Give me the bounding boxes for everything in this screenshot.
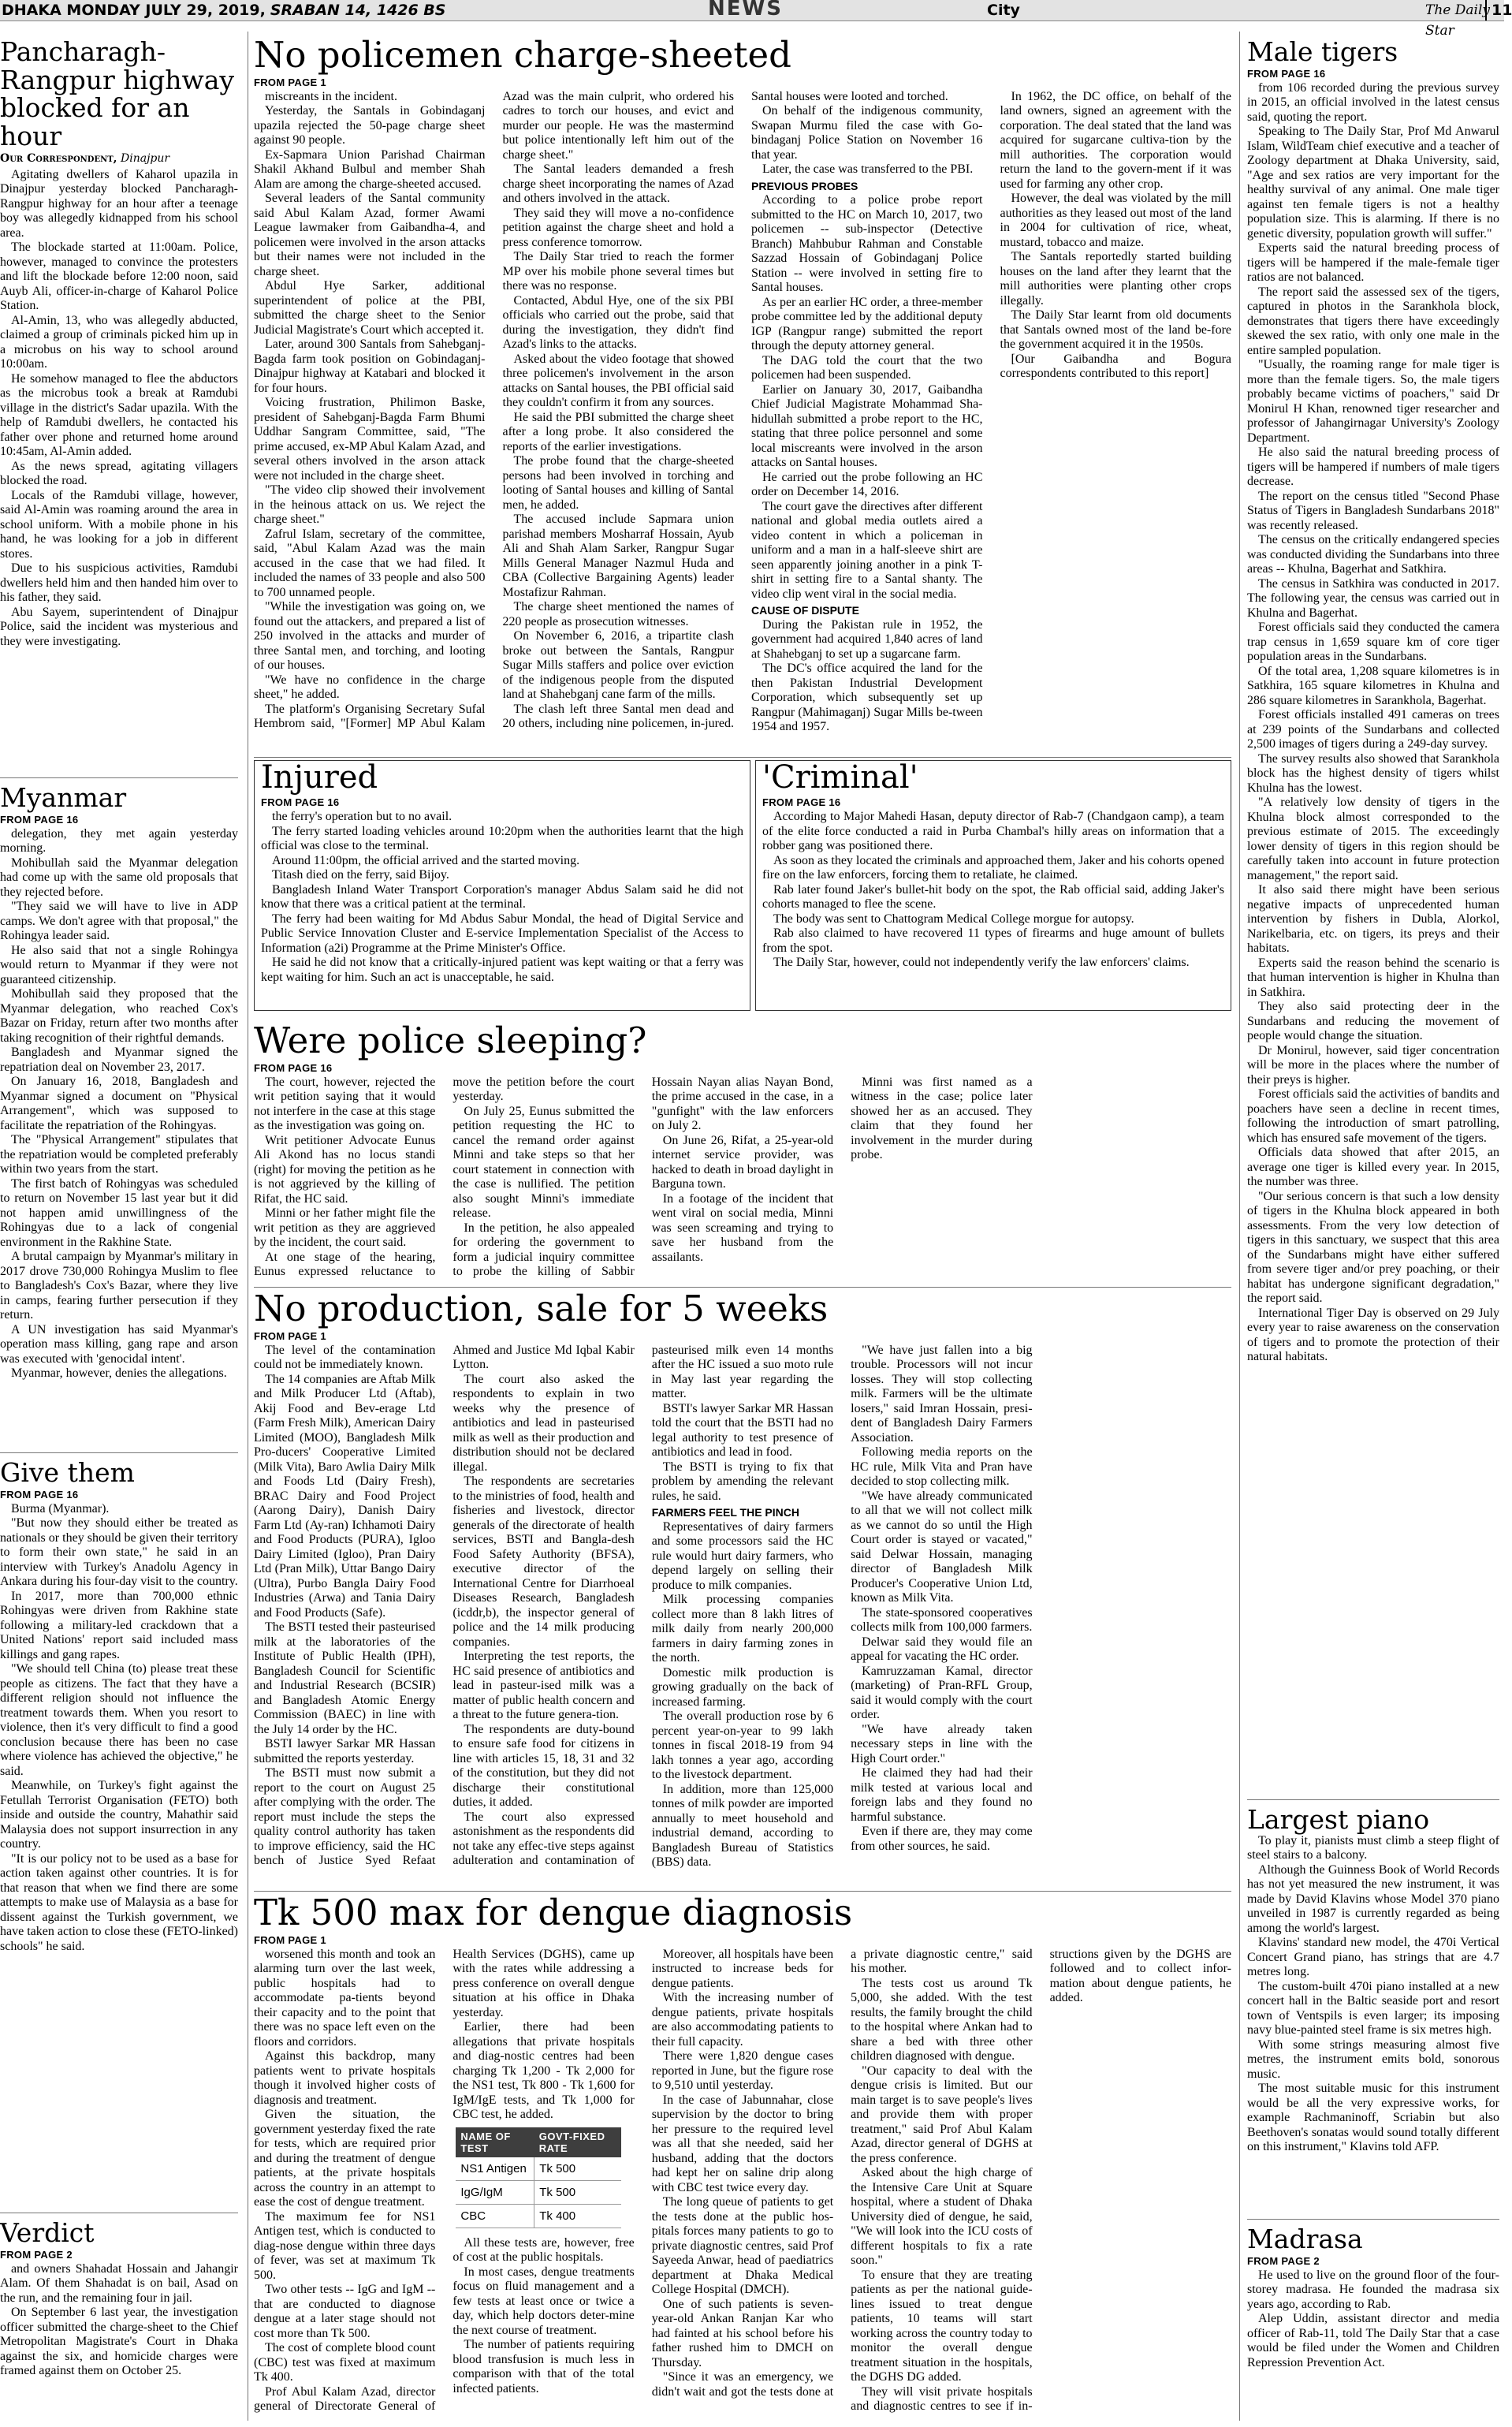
story-paragraph: With the increasing number of dengue patients, private hospitals are also accommodating patients to their full capacity. — [651, 1991, 834, 2049]
story-paragraph: Of the total area, 1,208 square kilometres is in Satkhira, 165 square kilometres in Khulna and 286 square kilometres in Sarankhola, Bagerhat. — [1247, 664, 1499, 707]
rate-cell: Tk 500 — [534, 2157, 622, 2181]
date: DHAKA MONDAY JULY 29, 2019, — [2, 2, 266, 19]
story-paragraph: The BSTI must now submit a report to the court on August 25 after complying with the order. The report must include the steps the quality control authority has taken to improve efficiency, said the HC bench of Justice Syed Refaat Ahmed and Justice Md Iqbal Kabir Lytton. — [254, 1343, 635, 1868]
story-paragraph: Abdul Hye Sarker, additional superintendent of police at the PBI, submitted the charge sheet to the Senior Judicial Magistrate's Court which accepted it. — [254, 279, 486, 337]
story-paragraph: The respondents are secretaries to the ministries of food, health and fisheries and livestock, director generals of the directorate of health services, BSTI and Bangla-desh Food Safety Authority (BFSA), executive director of the International Centre for Diarrhoeal Diseases Research, Bangladesh (icddr,b), the inspector general of police and the 14 milk producing companies. — [452, 1474, 635, 1649]
story-paragraph: The BSTI tested their pasteurised milk at the laboratories of the Institute of Public Health (IPH), Bangladesh Council for Scientific and Industrial Research (BCSIR) and Bangladesh Atomic Energy Commission (BAEC) in line with the July 14 order by the HC. — [254, 1620, 436, 1736]
story-paragraph: The tests cost us around Tk 5,000, she added. With the test results, the family brought the child to the hospital where Ankan had to share a bed with three other children diagnosed with dengue. — [851, 1976, 1033, 2064]
story-paragraph: In the petition, he also appealed for ordering the government to form a judicial inquiry committee to probe the killing of Sabbir Hossain Nayan alias Nayan Bond, the prime accused in the case, in a "gunfight" with the law enforcers on July 2. — [452, 1075, 834, 1279]
story-paragraph: Against this backdrop, many patients went to private hospitals though it involved higher costs of diagnosis and treatment. — [254, 2049, 436, 2107]
story-paragraph: On June 26, Rifat, a 25-year-old internet service provider, was hacked to death in broad daylight in Barguna town. — [651, 1133, 834, 1191]
story-pancharagh — [0, 38, 238, 771]
story-paragraph: Several leaders of the Santal community said Abul Kalam Azad, former Awami League lawmaker from Gaibandha-4, and policemen were involved in the arson attacks but their names were not included in the charge sheet. — [254, 192, 486, 278]
story-paragraph: Delwar said they would file an appeal for vacating the HC order. — [851, 1635, 1033, 1664]
story-paragraph: The charge sheet mentioned the names of 220 people as prosecution witnesses. — [502, 600, 734, 628]
story-paragraph: Even if there are, they may come from other sources, he said. — [851, 1825, 1033, 1853]
story-paragraph: On July 25, Eunus submitted the petition requesting the HC to cancel the remand order against Minni and take steps so that her court statement in connection with the case is nullified. The petition also sought Minni's immediate release. — [452, 1104, 635, 1221]
story-body — [0, 168, 238, 650]
story-headline: Pancharagh-Rangpur highway blocked for an hour — [0, 36, 235, 151]
story-paragraph: The ferry started loading vehicles around 10:20pm when the authorities learnt that the high official was close to the terminal. — [261, 824, 743, 853]
story-paragraph: "We have already taken necessary steps in line with the High Court order." — [851, 1722, 1033, 1765]
story-paragraph: "We should tell China (to) please treat these people as citizens. The fact that they have a different religion should not influence the treatment towards them. When you resort to violence, then it's very difficult to find a good conclusion because there has been no case where violence has achieved the objective," he said. — [0, 1662, 238, 1778]
story-paragraph: delegation, they met again yesterday morning. — [0, 826, 238, 856]
story-paragraph: [Our Gaibandha and Bogura correspondents contributed to this report] — [1000, 352, 1231, 381]
story-paragraph: Al-Amin, 13, who was allegedly abducted, claimed a group of criminals picked him up in a microbus on his way to school around 10:00am. — [0, 313, 238, 371]
story-paragraph: He also said the natural breeding process of tigers will be hampered if numbers of male tigers decrease. — [1247, 446, 1499, 489]
story-paragraph: Meanwhile, on Turkey's fight against the Fetullah Terrorist Organisation (FETO) both inside and outside the country, Mahathir said Malaysia does not support insurrection in any country. — [0, 1779, 238, 1851]
story-dengue — [254, 1894, 1231, 2424]
bangla-date: SRABAN 14, 1426 BS — [270, 2, 446, 19]
story-paragraph: Mohibullah said the Myanmar delegation had come up with the same old proposals that they rejected before. — [0, 856, 238, 899]
story-police-sleeping — [254, 1022, 1231, 1282]
story-paragraph: Bangladesh Inland Water Transport Corporation's manager Abdus Salam said he did not know that there was a critical patient at the terminal. — [261, 882, 743, 912]
story-paragraph: However, the deal was violated by the mill authorities as they leased out most of the land in 2004 for cultivation of rice, wheat, mustard, tobacco and maize. — [1000, 192, 1231, 249]
story-paragraph: The most suitable music for this instrument would be all the very expressive works, for example Rachmaninoff, Scriabin but also Beethoven's sonatas would sound totally different on this instrument," Klavins told AFP. — [1247, 2082, 1499, 2154]
story-paragraph: Moreover, all hospitals have been instructed to increase beds for dengue patients. — [651, 1947, 834, 1990]
table-header-test: NAME OF TEST — [456, 2127, 534, 2157]
story-paragraph: "It is our policy not to be used as a base for action taken against other countries. It is for that reason that when we find there are some attempts to make use of Malaysia as a base for dissent against the Turkish government, we have taken action to close these (FETO-linked) schools" he said. — [0, 1851, 238, 1953]
story-paragraph: He said the PBI submitted the charge sheet after a long probe. It also considered the reports of the earlier investigations. — [502, 410, 734, 453]
story-paragraph: The court also expressed astonishment as the respondents did not take any effec-tive steps against adulteration and contamination of pasteurised milk even 14 months after the HC issued a suo moto rule in May last year regarding the matter. — [452, 1343, 834, 1868]
story-paragraph: The Daily Star tried to reach the former MP over his mobile phone several times but there was no response. — [502, 250, 734, 293]
story-headline: Verdict — [0, 2217, 95, 2248]
story-paragraph: Klavins' standard new model, the 470i Vertical Concert Grand piano, has strings that are 4.7 metres long. — [1247, 1936, 1499, 1979]
story-paragraph: Minni or her father might file the writ petition as they are aggrieved by the incident, the court said. — [254, 1206, 436, 1250]
story-paragraph: Around 11:00pm, the official arrived and the started moving. — [272, 853, 580, 867]
story-madrasa — [1247, 2225, 1499, 2422]
story-body — [762, 810, 1224, 971]
story-paragraph: The BSTI is trying to fix that problem by amending the relevant rules, he said. — [651, 1460, 834, 1503]
story-headline: No policemen charge-sheeted — [254, 34, 791, 76]
story-paragraph: "They said we will have to live in ADP camps. We don't agree with that proposal," the Rohingya leader said. — [0, 900, 238, 943]
story-subheading: PREVIOUS PROBES — [751, 179, 858, 192]
story-paragraph: As the news spread, agitating villagers blocked the road. — [0, 459, 238, 487]
govt-fixed-rates-table — [456, 2127, 621, 2228]
story-paragraph: "But now they should either be treated as nationals or they should be given their territory to form their own state," he said in an interview with Turkey's Anadolu Agency in Ankara during his four-day visit to the country. — [0, 1516, 238, 1589]
story-headline: Injured — [261, 759, 378, 796]
story-paragraph: The probe found that the charge-sheeted persons had been involved in torching and looting of Santal houses and killing of Santal men, he added. — [502, 454, 734, 512]
test-name-cell: CBC — [456, 2204, 534, 2228]
story-myanmar — [0, 784, 238, 1446]
story-paragraph: The DC's office acquired the land for the then Pakistan Industrial Development Corporation, which subsequently set up Rangpur (Mahimaganj) Sugar Mills be-tween 1954 and 1957. — [751, 662, 983, 734]
story-paragraph: The court gave the directives after different national and global media outlets aired a video content in which a policeman in uniform and a man in a half-sleeve shirt are seen apparently joining another in a pink T-shirt in setting fire to a Santal shanty. The video clip went viral in the social media. — [751, 499, 983, 601]
story-body — [1247, 2269, 1499, 2371]
story-paragraph: There were 1,820 dengue cases reported in June, but the figure rose to 9,510 until yesterday. — [651, 2049, 834, 2093]
story-paragraph: The accused include Sapmara union parishad members Mosharraf Hossain, Ayub Ali and Shah Alam Sarker, Rangpur Sugar Mills General Manager Nazmul Huda and CBA (Collective Bargaining Agents) leader Mostafizur Rahman. — [502, 513, 734, 599]
story-paragraph: The clash left three Santal men dead and 20 others, including nine policemen, in-jured. Santal houses were looted and torched. — [502, 89, 948, 731]
story-body — [1247, 1834, 1499, 2155]
story-paragraph: Yesterday, the Santals in Gobindaganj upazila rejected the 50-page charge sheet against 90 people. — [254, 104, 486, 147]
story-paragraph: Earlier on January 30, 2017, Gaibandha Chief Judicial Magistrate Mohammad Sha-hidullah submitted a probe report to the HC, stating that three police personnel and some local miscreants were involved in the arson attacks on Santal houses. — [751, 382, 983, 470]
story-paragraph: A brutal campaign by Myanmar's military in 2017 drove 730,000 Rohingya Muslim to flee to Bangladesh's Cox's Bazar, where they live in camps, fearing further persecution if they return. — [0, 1250, 238, 1322]
story-paragraph: Mohibullah said they proposed that the Myanmar delegation, who reached Cox's Bazar on Friday, return after two months after taking recognition of their rightful demands. — [0, 987, 238, 1045]
story-paragraph: Representatives of dairy farmers and some processors said the HC rule would hurt dairy farmers, who depend largely on selling their produce to milk companies. — [651, 1519, 834, 1592]
story-paragraph: Locals of the Ramdubi village, however, said Al-Amin was roaming around the area in school uniform. With a mobile phone in his hand, he was looking for a job in different stores. — [0, 488, 238, 561]
story-no-production — [254, 1290, 1231, 1885]
story-paragraph: The long queue of patients to get the tests done at the public hos-pitals forces many patients to go to private diagnostic centres, said Prof Sayeeda Anwar, head of paediatrics department at Dhaka Medical College Hospital (DMCH). — [651, 2195, 834, 2297]
story-paragraph: "We have no confidence in the charge sheet," he added. — [254, 673, 486, 702]
story-paragraph: "We have already communicated to all that we will not collect milk as we cannot do so until the High Court order is stayed or vacated," said Delwar Hossain, managing director of Bangladesh Milk Producer's Cooperative Union Ltd, known as Milk Vita. — [851, 1489, 1033, 1605]
story-paragraph: Ex-Sapmara Union Parishad Chairman Shakil Akhand Bulbul and member Shah Alam are among the charge-sheeted accused. — [254, 147, 486, 191]
story-paragraph: The state-sponsored cooperatives collects milk from 100,000 farmers. — [851, 1605, 1033, 1635]
story-paragraph: One of such patients is seven-year-old Ankan Ranjan Kar who had fainted at his school before his father rushed him to DMCH on Thursday. — [651, 2297, 834, 2369]
story-paragraph: Later, the case was transferred to the PBI. — [762, 162, 974, 177]
rate-cell: Tk 500 — [534, 2180, 622, 2204]
story-largest-piano — [1247, 1806, 1499, 2216]
story-paragraph: According to a police probe report submitted to the HC on March 10, 2017, two policemen -- sub-inspector (Detective Branch) Mahbubur Rahman and Constable Sazzad Hossain of Gobindaganj Police Station -- were involved in setting fire to Santal houses. — [751, 193, 983, 295]
story-headline: No production, sale for 5 weeks — [254, 1288, 829, 1329]
story-paragraph: In 1962, the DC office, on behalf of the land owners, signed an agreement with the corporation. The deal stated that the land was acquired for sugarcane cultiva-tion by the mill authorities. The corporation would return the land to the govern-ment if it was used for farming any other crop. — [1000, 89, 1231, 191]
story-body — [0, 2262, 238, 2379]
subsection-name: City — [987, 2, 1020, 19]
story-paragraph: Prof Abul Kalam Azad, director general of Directorate General of Health Services (DGHS), came up with the rates while addressing a press conference on overall dengue situation at his office in Dhaka yesterday. — [254, 1947, 635, 2414]
story-paragraph: To ensure that they are treating patients as per the national guide-lines issued to treat dengue patients, 10 teams will start working across the country today to monitor the overall dengue treatment situation in the hospitals, the DGHS DG added. — [851, 2268, 1033, 2384]
story-paragraph: On behalf of the indigenous community, Swapan Murmu filed the case with Go-bindaganj Police Station on November 16 that year. — [751, 104, 983, 162]
story-paragraph: He somehow managed to flee the abductors as the microbus took a break at Ramdubi village in the district's Sadar upazila. With the help of Ramdubi dwellers, he contacted his father over phone and returned home around 10:45am, Al-Amin added. — [0, 371, 238, 458]
story-paragraph: Writ petitioner Advocate Eunus Ali Akond has no locus standi (right) for moving the petition as he is not aggrieved by the killing of Rifat, the HC said. — [254, 1133, 436, 1206]
story-paragraph: The level of the contamination could not be immediately known. — [254, 1343, 436, 1372]
story-paragraph: The first batch of Rohingyas was scheduled to return on November 15 last year but it did not happen amid unwillingness of the Rohingyas due to a lack of congenial environment in the Rakhine State. — [0, 1176, 238, 1249]
story-body — [254, 1344, 1231, 1883]
story-paragraph: "Usually, the roaming range for male tiger is more than the female tigers. So, the male tigers probably became victims of poachers," said Dr Monirul H Khan, renowned tiger researcher and professor of Jahangirnagar University's Zoology Department. — [1247, 358, 1499, 445]
story-paragraph: The census on the critically endangered species was conducted dividing the Sundarbans into three areas -- Khulna, Bagerhat and Satkhira. — [1247, 533, 1499, 576]
jump-line: FROM PAGE 1 — [254, 1933, 326, 1946]
story-subheading: CAUSE OF DISPUTE — [751, 604, 859, 617]
story-paragraph: The Santals reportedly started building houses on the land after they learnt that the mill authorities were planting other crops illegally. — [1000, 250, 1231, 308]
story-paragraph: Two other tests -- IgG and IgM -- that are conducted to diagnose dengue at a later stage should not cost more than Tk 500. — [254, 2283, 436, 2340]
story-headline: Give them — [0, 1457, 135, 1488]
story-paragraph: He said he did not know that a critically-injured patient was kept waiting or that a ferry was kept waiting for him. Such an act is unacceptable, he said. — [261, 956, 743, 984]
story-paragraph: Contacted, Abdul Hye, one of the six PBI officials who carried out the probe, said that during the investigation, they didn't find Azad's links to the attacks. — [502, 293, 734, 352]
story-headline: Largest piano — [1247, 1804, 1430, 1835]
jump-line: FROM PAGE 16 — [254, 1061, 333, 1074]
story-paragraph: As soon as they located the criminals and approached them, Jaker and his cohorts opened fire on the law enforcers, forcing them to retaliate, he claimed. — [762, 853, 1224, 882]
story-paragraph: The Daily Star learnt from old documents that Santals owned most of the land be-fore the government acquired it in the 1950s. — [1000, 308, 1231, 352]
story-paragraph: Domestic milk production is growing gradually on the back of increased farming. — [651, 1665, 834, 1709]
story-headline: 'Criminal' — [762, 759, 918, 796]
story-paragraph: To play it, pianists must climb a steep flight of steel stairs to a balcony. — [1247, 1833, 1499, 1862]
story-paragraph: Following media reports on the HC rule, Milk Vita and Pran have decided to stop collecting milk. — [851, 1445, 1033, 1489]
story-headline: Tk 500 max for dengue diagnosis — [254, 1892, 853, 1933]
story-body — [254, 1076, 1231, 1281]
story-paragraph: They said they will move a no-confidence petition against the charge sheet and hold a press conference tomorrow. — [502, 206, 734, 249]
table-row — [456, 2157, 621, 2181]
story-criminal — [755, 760, 1231, 1011]
story-paragraph: Kamruzzaman Kamal, director (marketing) of Pran-RFL Group, said it would comply with the court order. — [851, 1664, 1033, 1722]
story-paragraph: The Daily Star, however, could not independently verify the law enforcers' claims. — [773, 956, 1190, 970]
story-paragraph: All these tests are, however, free of cost at the public hospitals. — [452, 2235, 635, 2265]
story-paragraph: With some strings measuring almost five metres, the instrument emits bold, sonorous music. — [1247, 2037, 1499, 2081]
jump-line: FROM PAGE 16 — [762, 796, 841, 809]
story-paragraph: Rab later found Jaker's bullet-hit body on the spot, the Rab official said, adding Jaker's cohorts managed to flee the scene. — [762, 882, 1224, 912]
masthead — [0, 0, 1512, 39]
story-paragraph: They will visit private hospitals and diagnostic centres to see if in-structions given by the DGHS are followed and to collect infor-mation about dengue patients, he added. — [851, 1947, 1231, 2414]
story-headline: Myanmar — [0, 782, 127, 813]
table-header-row — [456, 2127, 621, 2157]
story-paragraph: He carried out the probe following an HC order on December 14, 2016. — [751, 470, 983, 499]
table-header-rate: GOVT-FIXED RATE — [534, 2127, 622, 2157]
story-paragraph: "Our serious concern is that such a low density of tigers in the Khulna block appeared in both assessments. From the very low detection of tigers in this sanctuary, we suspect that this area of the Sundarbans might have either suffered from severe tiger and/or prey poaching, or their habitat has undergone significant degradation," the report said. — [1247, 1189, 1499, 1306]
jump-line: FROM PAGE 16 — [0, 813, 79, 826]
story-paragraph: As per an earlier HC order, a three-member probe committee led by the additional deputy IGP (Rangpur range) submitted the report through the deputy attorney general. — [751, 295, 983, 353]
story-paragraph: Zafrul Islam, secretary of the committee, said, "Abul Kalam Azad was the main accused in the case that we had filed. It included the names of 33 people and also 500 to 700 unnamed people. — [254, 527, 486, 599]
story-paragraph: The number of patients requiring blood transfusion is much less in comparison with that of the total infected patients. — [452, 2338, 635, 2395]
story-paragraph: the ferry's operation but to no avail. — [272, 810, 452, 824]
story-paragraph: "The video clip showed their involvement in the heinous attack on us. We reject the charge sheet." — [254, 483, 486, 527]
story-male-tigers — [1247, 38, 1499, 1795]
story-paragraph: "Our capacity to deal with the dengue crisis is limited. But our main target is to save people's lives and provide them with proper treatment," said Prof Abul Kalam Azad, director general of DGHS at the press conference. — [851, 2064, 1033, 2165]
story-paragraph: "We have just fallen into a big trouble. Processors will not incur losses. They will stop collecting milk. Farmers will be the ultimate losers," said Imran Hossain, presi-dent of Bangladesh Dairy Farmers Association. — [851, 1343, 1033, 1445]
story-paragraph: and owners Shahadat Hossain and Jahangir Alam. Of them Shahadat is on bail, Asad on the run, and the remaining four in jail. — [0, 2261, 238, 2305]
story-paragraph: Experts said the reason behind the scenario is that human intervention is higher in Khulna than in Satkhira. — [1247, 956, 1499, 999]
story-paragraph: Officials data showed that after 2015, an average one tiger is killed every year. In 2015, the number was three. — [1247, 1146, 1499, 1189]
story-paragraph: The respondents are duty-bound to ensure safe food for citizens in line with articles 15, 18, 31 and 32 of the constitution, but they did not discharge their constitutional duties, it added. — [452, 1722, 635, 1810]
story-paragraph: He claimed they had had their milk tested at various local and foreign labs and they found no harmful substance. — [851, 1766, 1033, 1824]
story-paragraph: The DAG told the court that the two policemen had been suspended. — [751, 353, 983, 382]
story-body — [0, 827, 238, 1381]
story-paragraph: The custom-built 470i piano installed at a new concert hall in the Baltic seaside port and resort town of Ventspils is even larger; its imposing navy blue-painted steel frame is six metres high. — [1247, 1979, 1499, 2037]
story-paragraph: Earlier, there had been allegations that private hospitals and diag-nostic centres had been charging Tk 1,200 - Tk 2,000 for the NS1 test, Tk 800 - Tk 1,600 for IgM/IgE tests, and Tk 1,000 for CBC test, he added. — [452, 2020, 635, 2122]
story-body — [0, 1502, 238, 1955]
story-paragraph: Rab also claimed to have recovered 11 types of firearms and huge amount of bullets from the spot. — [762, 926, 1224, 955]
story-paragraph: A UN investigation has said Myanmar's operation mass killing, gang rape and arson was executed with 'genocidal intent'. — [0, 1322, 238, 1366]
story-paragraph: Minni was first named as a witness in the case; police later showed her as an accused. They claim that they found her involvement in the murder during probe. — [851, 1075, 1033, 1162]
newspaper-logo: The Daily Star — [1425, 2, 1490, 39]
story-paragraph: Burma (Myanmar). — [11, 1501, 110, 1515]
story-paragraph: At one stage of the hearing, Eunus expressed reluctance to move the petition before the court yesterday. — [254, 1075, 635, 1279]
jump-line: FROM PAGE 16 — [1247, 67, 1326, 80]
jump-line: FROM PAGE 16 — [0, 1488, 79, 1501]
jump-line: FROM PAGE 16 — [261, 796, 340, 809]
table-row — [456, 2204, 621, 2228]
story-body — [1247, 81, 1499, 1365]
story-paragraph: In a footage of the incident that went viral on social media, Minni was seen screaming and trying to save her husband from the assailants. — [651, 1191, 834, 1264]
dateline — [2, 0, 445, 21]
story-paragraph: The Santal leaders demanded a fresh charge sheet incorporating the names of Azad and others involved in the attack. — [502, 162, 734, 206]
story-paragraph: "A relatively low density of tigers in the Khulna block almost corresponded to the previous estimate of 2015. The exceedingly lower density of tigers in this region should be carefully taken into account in future protection management," the report said. — [1247, 796, 1499, 882]
story-paragraph: Myanmar, however, denies the allegations. — [11, 1366, 227, 1381]
story-headline: Male tigers — [1247, 36, 1398, 67]
story-paragraph: Later, around 300 Santals from Sahebganj-Bagda farm took position on Gobindaganj-Dinajpur highway at Katabari and blocked it for four hours. — [254, 337, 486, 395]
story-body — [254, 90, 1231, 744]
story-paragraph: Bangladesh and Myanmar signed the repatriation deal on November 23, 2017. — [0, 1046, 238, 1074]
story-paragraph: The survey results also showed that Sarankhola block has the highest density of tigers whilst Khulna has the lowest. — [1247, 751, 1499, 795]
story-paragraph: from 106 recorded during the previous survey in 2015, an official involved in the latest census said, quoting the report. — [1247, 80, 1499, 124]
story-paragraph: On November 6, 2016, a tripartite clash broke out between the Santals, Rangpur Sugar Mills staffers and police over eviction of the indigenous people from the disputed land at Shahebganj cane farm of the mills. — [502, 629, 734, 702]
story-paragraph: They also said protecting deer in the Sundarbans and reducing the movement of people would change the situation. — [1247, 1000, 1499, 1043]
story-paragraph: The overall production rose by 6 percent year-on-year to 99 lakh tonnes in fiscal 2018-19 from 94 lakh tonnes a year ago, according to the livestock department. — [651, 1709, 834, 1782]
story-paragraph: The maximum fee for NS1 Antigen test, which is conducted to diag-nose dengue within three days of fever, was set at maximum Tk 500. — [254, 2209, 436, 2282]
story-paragraph: The report said the assessed sex of the tigers, captured in photos in the Sarankhola block, demonstrates that tigers there have exceedingly skewed the sex ratio, with only one male in the entire sampled population. — [1247, 285, 1499, 357]
jump-line: FROM PAGE 1 — [254, 76, 326, 88]
story-paragraph: Asked about the high charge of the Intensive Care Unit at Square hospital, where a student of Dhaka University died of dengue, he said, "We will look into the ICU costs of different hospitals to fix a rate soon." — [851, 2166, 1033, 2268]
story-paragraph: The ferry had been waiting for Md Abdus Sabur Mondal, the head of Digital Service and Public Service Innovation Cluster and E-service Implementation Specialist of the Access to Information (a2i) Programme at the Prime Minister's Office. — [261, 912, 743, 955]
story-paragraph: Forest officials said the activities of bandits and poachers have seen a decline in recent times, following the introduction of smart patrolling, which has ensured safe movement of the tigers. — [1247, 1087, 1499, 1145]
story-paragraph: The court also asked the respondents to explain in two weeks why the presence of antibiotics and lead in pasteurised milk as well as their production and distribution should not be declared illegal. — [452, 1372, 635, 1474]
story-paragraph: worsened this month and took an alarming turn over the last week, public hospitals had to accommodate pa-tients beyond their capacity and to the point that there was no space left even on the floors and corridors. — [254, 1947, 436, 2049]
story-paragraph: Due to his suspicious activities, Ramdubi dwellers held him and then handed him over to his father, they said. — [0, 561, 238, 604]
story-verdict — [0, 2219, 238, 2422]
story-paragraph: In the case of Jabunnahar, close supervision by the doctor to bring her pressure to the required level was all that she needed, said her husband, adding that the doctors had kept her on saline drip along with CBC test twice every day. — [651, 2093, 834, 2194]
story-paragraph: Speaking to The Daily Star, Prof Md Anwarul Islam, WildTeam chief executive and a teacher of Zoology department at Dhaka University, said, "Age and sex ratios are very important for the healthy survival of any animal. One male tiger against ten female tigers is not a healthy population size. This is alarming. If there is no genetic diversity, population growth will suffer." — [1247, 125, 1499, 240]
story-paragraph: Given the situation, the government yesterday fixed the rate for tests, which are required prior and during the treatment of dengue patients, at the private hospitals across the country in an attempt to ease the cost of dengue treatment. — [254, 2108, 436, 2209]
story-paragraph: It also said there might have been serious negative impacts of unprecedented human intervention by fishers in Dubla, Alorkol, Narikelbaria, etc. on tigers, its preys and their habitats. — [1247, 883, 1499, 956]
test-name-cell: IgG/IgM — [456, 2180, 534, 2204]
story-paragraph: BSTI lawyer Sarkar MR Hassan submitted the reports yesterday. — [254, 1737, 436, 1765]
story-paragraph: In most cases, dengue treatments focus on fluid management and a few tests at least once or twice a day, which help doctors deter-mine the next course of treatment. — [452, 2265, 635, 2337]
story-no-policemen — [254, 36, 1231, 754]
story-paragraph: He also said that not a single Rohingya would return to Myanmar if they were not guaranteed citizenship. — [0, 943, 238, 986]
story-paragraph: On January 16, 2018, Bangladesh and Myanmar signed a document on "Physical Arrangement", which was supposed to facilitate the repatriation of the Rohingyas. — [0, 1075, 238, 1132]
jump-line: FROM PAGE 2 — [1247, 2254, 1320, 2267]
story-paragraph: BSTI's lawyer Sarkar MR Hassan told the court that the BSTI had no legal authority to test presence of antibiotics and lead in food. — [651, 1401, 834, 1460]
story-paragraph: The report on the census titled "Second Phase Status of Tigers in Bangladesh Sundarbans 2018" was recently released. — [1247, 489, 1499, 532]
story-body — [254, 1948, 1231, 2422]
story-headline: Madrasa — [1247, 2224, 1363, 2254]
story-give-them — [0, 1459, 238, 2208]
story-paragraph: The blockade started at 11:00am. Police, however, managed to convince the protesters and lift the blockade before 12:00 noon, said Auyb Ali, officer-in-charge of Kaharol Police Station. — [0, 240, 238, 312]
story-subheading: FARMERS FEEL THE PINCH — [651, 1506, 799, 1519]
story-paragraph: "While the investigation was going on, we found out the attackers, and prepared a list of 250 involved in the attacks and murder of three Santal men, and torching, and looting of our houses. — [254, 600, 486, 673]
story-headline: Were police sleeping? — [254, 1020, 647, 1061]
story-paragraph: Voicing frustration, Philimon Baske, president of Sahebganj-Bagda Farm Bhumi Uddhar Sangram Committee, said, "The prime accused, ex-MP Abul Kalam Azad, and several others involved in the arson attack were not included in the charge sheet. — [254, 396, 486, 483]
story-paragraph: The court, however, rejected the writ petition saying that it would not interfere in the case at this stage as the investigation was going on. — [254, 1075, 436, 1133]
story-paragraph: Forest officials said they conducted the camera trap census in 1,659 square km of core tiger population areas in the Sundarbans. — [1247, 621, 1499, 664]
story-paragraph: Milk processing companies collect more than 8 lakh litres of milk daily from nearly 200,000 farmers in dairy farming zones in the north. — [651, 1593, 834, 1665]
story-paragraph: The platform's Organising Secretary Sufal Hembrom said, "[Former] MP Abul Kalam Azad was the main culprit, who ordered his cadres to torch our houses, and evict and murder our people. He was the mastermind but police intentionally left him out of the charge sheet." — [254, 89, 734, 731]
story-paragraph: The "Physical Arrangement" stipulates that the repatriation would be completed preferably within two years from the start. — [0, 1133, 238, 1176]
page-number: 11 — [1485, 0, 1512, 21]
story-paragraph: Dr Monirul, however, said tiger concentration will be more in the places where the number of their preys is higher. — [1247, 1043, 1499, 1087]
story-paragraph: On September 6 last year, the investigation officer submitted the charge-sheet to the Chief Metropolitan Magistrate's Court in Dhaka against the six, and homicide charges were framed against them on October 25. — [0, 2306, 238, 2378]
story-paragraph: He used to live on the ground floor of the four-storey madrasa. He founded the madrasa six years ago, according to Rab. — [1247, 2268, 1499, 2311]
section-name: NEWS — [708, 0, 783, 21]
table-row — [456, 2180, 621, 2204]
story-injured — [254, 760, 750, 1011]
story-paragraph: International Tiger Day is observed on 29 July every year to raise awareness on the conservation of tigers and to promote the protection of their natural habitats. — [1247, 1306, 1499, 1364]
story-paragraph: Experts said the natural breeding process of tigers will be hampered if the male-female tiger ratios are not balanced. — [1247, 241, 1499, 285]
jump-line: FROM PAGE 1 — [254, 1329, 326, 1342]
story-body — [261, 810, 743, 985]
story-paragraph: Titash died on the ferry, said Bijoy. — [272, 868, 449, 882]
byline: Our Correspondent, Dinajpur — [0, 151, 170, 165]
story-paragraph: Forest officials installed 491 cameras on trees at 239 points of the Sundarbans and collected 2,500 images of tigers during a 249-day survey. — [1247, 708, 1499, 751]
story-paragraph: In addition, more than 125,000 tonnes of milk powder are imported annually to meet household and industrial demand, according to Bangladesh Bureau of Statistics (BBS) data. — [651, 1782, 834, 1870]
story-paragraph: Although the Guinness Book of World Records has not yet measured the new instrument, it was made by David Klavins whose Model 370 piano unveiled in 1987 is currently regarded as being among the world's largest. — [1247, 1862, 1499, 1935]
story-paragraph: miscreants in the incident. — [265, 89, 397, 103]
story-paragraph: The 14 companies are Aftab Milk and Milk Producer Ltd (Aftab), Akij Food and Bev-erage Ltd (Farm Fresh Milk), American Dairy Limited (MOO), Bangladesh Milk Pro-ducers' Cooperative Limited (Milk Vita), Baro Awlia Dairy Milk and Foods Ltd (Dairy Fresh), BRAC Dairy and Food Project (Aarong Dairy), Danish Dairy Farm Ltd (Ay-ran) Ichhamoti Dairy and Food Products (PURA), Igloo Dairy Limited (Igloo), Pran Dairy Ltd (Pran Milk), Uttar Bango Dairy (Ultra), Purbo Bangla Dairy Food Industries (Arwa) and Tania Dairy and Food Products (Safe). — [254, 1372, 436, 1620]
story-paragraph: Abu Sayem, superintendent of Dinajpur Police, said the incident was mysterious and they were investigating. — [0, 605, 238, 648]
story-paragraph: Asked about the video footage that showed three policemen's involvement in the arson attacks on Santal houses, the PBI official said they couldn't confirm it from any sources. — [502, 352, 734, 410]
story-paragraph: The cost of complete blood count (CBC) test was fixed at maximum Tk 400. — [254, 2341, 436, 2384]
story-paragraph: The census in Satkhira was conducted in 2017. The following year, the census was carried out in Khulna and Bagerhat. — [1247, 576, 1499, 620]
story-paragraph: During the Pakistan rule in 1952, the government had acquired 1,840 acres of land at Shahebganj to set up a sugarcane farm. — [751, 617, 983, 661]
story-paragraph: Alep Uddin, assistant director and media officer of Rab-11, told The Daily Star that a case would be filed under the Women and Children Repression Prevention Act. — [1247, 2312, 1499, 2369]
story-paragraph: The body was sent to Chattogram Medical College morgue for autopsy. — [773, 912, 1134, 926]
test-name-cell: NS1 Antigen — [456, 2157, 534, 2181]
story-paragraph: Interpreting the test reports, the HC said presence of antibiotics and lead in pasteur-ised milk was a matter of public health concern and a threat to the future genera-tion. — [452, 1650, 635, 1722]
jump-line: FROM PAGE 2 — [0, 2248, 73, 2261]
story-paragraph: According to Major Mahedi Hasan, deputy director of Rab-7 (Chandgaon camp), a team of the elite force conducted a raid in Purba Chambal's hilly areas on information that a robber gang was positioned there. — [762, 810, 1224, 853]
story-paragraph: "Since it was an emergency, we didn't wait and got the tests done at a private diagnostic centre," said his mother. — [651, 1947, 1033, 2399]
rate-cell: Tk 400 — [534, 2204, 622, 2228]
story-paragraph: Agitating dwellers of Kaharol upazila in Dinajpur yesterday blocked Pancharagh-Rangpur highway for an hour after a teenage boy was allegedly kidnapped from his school area. — [0, 167, 238, 240]
story-paragraph: In 2017, more than 700,000 ethnic Rohingyas were driven from Rakhine state following a military-led crackdown that a United Nations' report said included mass killings and gang rapes. — [0, 1589, 238, 1661]
